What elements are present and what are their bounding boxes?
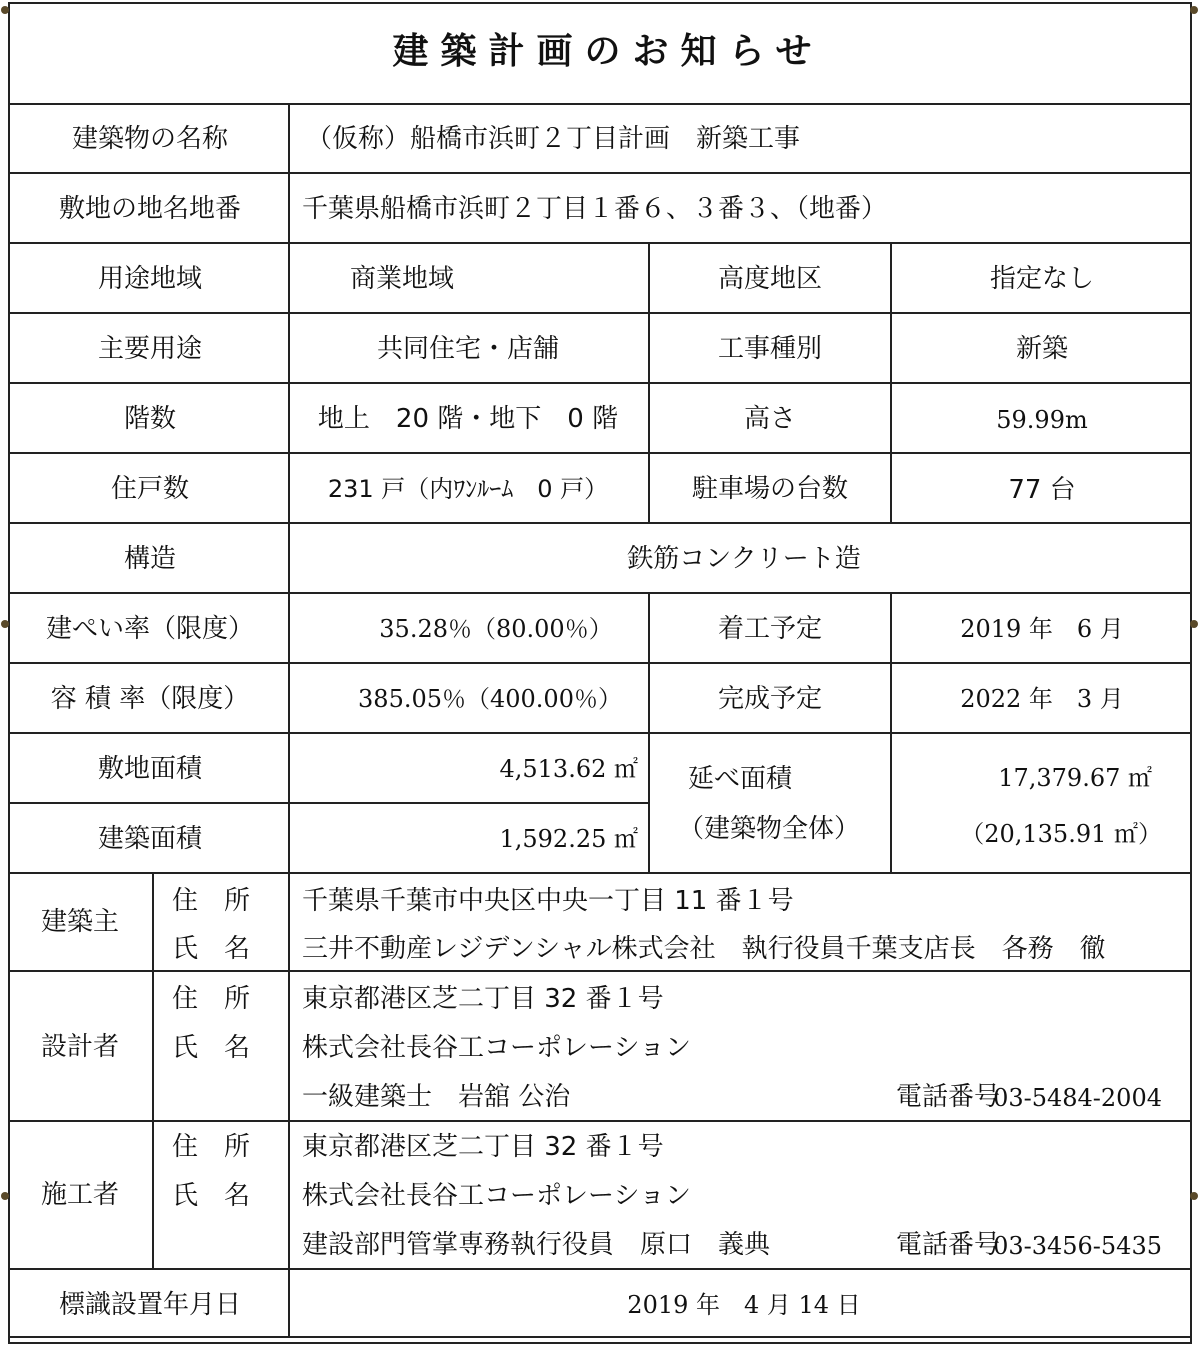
rule: [10, 312, 1190, 314]
construction-type-label: 工事種別: [717, 334, 823, 364]
contractor-name: 株式会社長谷工コーポレーション: [302, 1181, 691, 1211]
site-address-value: 千葉県船橋市浜町２丁目１番６、３番３、（地番）: [302, 194, 888, 224]
building-area-label: 建築面積: [97, 824, 203, 854]
rule: [648, 592, 650, 874]
start-label: 着工予定: [717, 614, 823, 644]
posted-value: 2019 年 4 月 14 日: [627, 1291, 861, 1319]
coverage-value: 35.28％（80.00％）: [379, 615, 613, 643]
parking-label: 駐車場の台数: [691, 474, 849, 504]
designer-name: 株式会社長谷工コーポレーション: [302, 1033, 691, 1063]
designer-phone: 03-5484-2004: [993, 1084, 1162, 1112]
rule: [10, 172, 1190, 174]
floor-area-sublabel: （建築物全体）: [678, 814, 861, 844]
zoning-value: 商業地域: [349, 264, 455, 294]
structure-label: 構造: [123, 544, 177, 574]
contractor-phone-label: 電話番号: [896, 1230, 1001, 1260]
site-area-value: 4,513.62 ㎡: [499, 755, 638, 783]
parking-value: 77 台: [1008, 475, 1076, 505]
pin-icon: [1190, 620, 1198, 628]
coverage-label: 建ぺい率（限度）: [45, 614, 255, 644]
far-label: 容 積 率（限度）: [50, 684, 250, 714]
floors-label: 階数: [123, 404, 177, 434]
rule: [10, 242, 1190, 244]
page-title: 建築計画のお知らせ: [392, 31, 824, 72]
rule: [288, 103, 290, 1338]
designer-architect: 一級建築士 岩舘 公治: [302, 1082, 571, 1112]
building-name-value: （仮称）船橋市浜町２丁目計画 新築工事: [306, 124, 801, 154]
contractor-label: 施工者: [40, 1180, 120, 1210]
rule: [10, 1336, 1190, 1338]
rule: [10, 103, 1190, 105]
rule: [10, 382, 1190, 384]
rule: [890, 592, 892, 874]
floor-area-value: 17,379.67 ㎡: [998, 764, 1152, 792]
designer-phone-label: 電話番号: [896, 1082, 1001, 1112]
main-use-label: 主要用途: [97, 334, 203, 364]
designer-label: 設計者: [40, 1032, 120, 1062]
designer-address: 東京都港区芝二丁目 32 番１号: [302, 984, 664, 1014]
height-district-value: 指定なし: [989, 264, 1095, 294]
building-area-value: 1,592.25 ㎡: [499, 825, 638, 853]
owner-address: 千葉県千葉市中央区中央一丁目 11 番１号: [302, 886, 794, 916]
far-value: 385.05％（400.00％）: [358, 685, 622, 713]
rule: [10, 732, 1190, 734]
building-name-label: 建築物の名称: [71, 124, 229, 154]
rule: [10, 522, 1190, 524]
rule: [10, 970, 1190, 972]
rule: [10, 452, 1190, 454]
owner-name-label: 氏 名: [172, 934, 251, 964]
pin-icon: [1190, 6, 1198, 14]
floor-area-total-value: （20,135.91 ㎡）: [960, 820, 1162, 848]
height-label: 高さ: [743, 404, 797, 434]
rule: [152, 872, 154, 1269]
owner-label: 建築主: [40, 907, 120, 937]
pin-icon: [1, 1192, 9, 1200]
construction-type-value: 新築: [1015, 334, 1069, 364]
completion-label: 完成予定: [717, 684, 823, 714]
contractor-phone: 03-3456-5435: [993, 1232, 1162, 1260]
owner-address-label: 住 所: [172, 886, 251, 916]
height-district-label: 高度地区: [717, 264, 823, 294]
designer-address-label: 住 所: [172, 984, 251, 1014]
site-address-label: 敷地の地名地番: [58, 194, 242, 224]
rule: [10, 662, 1190, 664]
zoning-label: 用途地域: [97, 264, 203, 294]
notice-board: [8, 2, 1192, 1344]
designer-name-label: 氏 名: [172, 1033, 251, 1063]
main-use-value: 共同住宅・店舗: [376, 334, 560, 364]
structure-value: 鉄筋コンクリート造: [627, 544, 861, 574]
contractor-address-label: 住 所: [172, 1132, 251, 1162]
start-value: 2019 年 6 月: [960, 615, 1124, 643]
pin-icon: [1190, 1192, 1198, 1200]
floor-area-label: 延べ面積: [688, 764, 793, 794]
contractor-address: 東京都港区芝二丁目 32 番１号: [302, 1132, 664, 1162]
site-area-label: 敷地面積: [97, 754, 203, 784]
owner-name: 三井不動産レジデンシャル株式会社 執行役員千葉支店長 各務 徹: [302, 934, 1106, 964]
rule: [890, 242, 892, 523]
rule: [10, 1268, 1190, 1270]
height-value: 59.99m: [996, 406, 1088, 434]
floors-value: 地上 20 階・地下 0 階: [317, 404, 619, 434]
rule: [10, 872, 1190, 874]
contractor-name-label: 氏 名: [172, 1181, 251, 1211]
units-value: 231 戸（内ﾜﾝﾙｰﾑ 0 戸）: [327, 475, 609, 503]
rule: [10, 1120, 1190, 1122]
pin-icon: [1, 6, 9, 14]
contractor-manager: 建設部門管掌専務執行役員 原口 義典: [302, 1230, 771, 1260]
rule: [10, 592, 1190, 594]
rule: [10, 802, 650, 804]
pin-icon: [1, 620, 9, 628]
rule: [648, 242, 650, 523]
units-label: 住戸数: [110, 474, 190, 504]
completion-value: 2022 年 3 月: [960, 685, 1124, 713]
posted-label: 標識設置年月日: [58, 1290, 242, 1320]
